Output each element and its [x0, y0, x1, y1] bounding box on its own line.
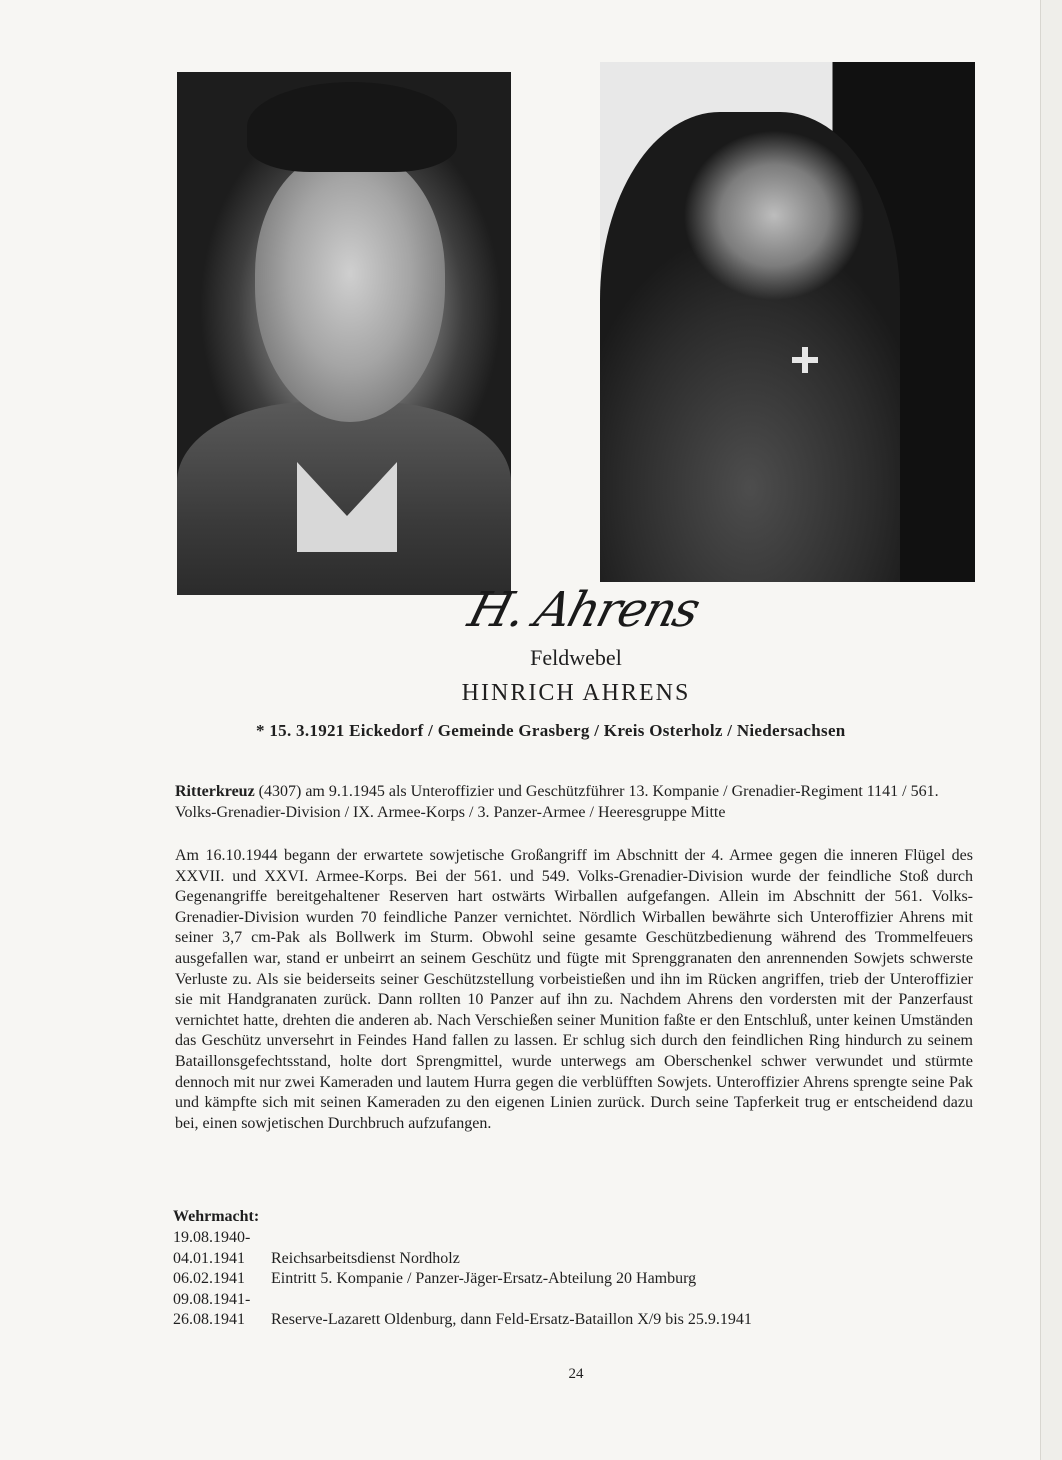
- service-entry: [173, 1269, 752, 1290]
- service-entry: [173, 1228, 752, 1249]
- service-text: Reserve-Lazarett Oldenburg, dann Feld-Ersatz-Bataillon X/9 bis 25.9.1941: [271, 1311, 752, 1329]
- uniform-photo: [600, 62, 975, 582]
- uniform-shape: [177, 402, 511, 595]
- service-entry: [173, 1310, 752, 1331]
- hair-shape: [247, 82, 457, 172]
- award-paragraph: [175, 781, 975, 823]
- service-date: 19.08.1940-: [173, 1229, 251, 1246]
- signature: H. Ahrens: [462, 582, 705, 638]
- service-list: [173, 1228, 752, 1331]
- service-date: 04.01.1941: [173, 1249, 245, 1267]
- award-text: (4307) am 9.1.1945 als Unteroffizier und Geschützführer 13. Kompanie / Grenadier-Regiment 1141 / 561. Volks-Grenadier-Division / IX. Armee-Korps / 3. Panzer-Armee / Heeresgruppe Mitte: [175, 783, 939, 821]
- service-entry: [173, 1249, 752, 1270]
- service-date: 26.08.1941: [173, 1311, 245, 1329]
- service-text: Eintritt 5. Kompanie / Panzer-Jäger-Ersatz-Abteilung 20 Hamburg: [271, 1270, 697, 1288]
- rank: Feldwebel: [530, 645, 622, 670]
- face-shape: [255, 152, 445, 422]
- service-text: Reichsarbeitsdienst Nordholz: [271, 1249, 460, 1267]
- figure-shape: [600, 112, 900, 582]
- knights-cross-icon: [792, 347, 818, 373]
- service-date: 09.08.1941-: [173, 1290, 251, 1308]
- page-edge: [1040, 0, 1062, 1460]
- portrait-photo: [177, 72, 511, 595]
- page-number: 24: [568, 1366, 584, 1382]
- birth-line: * 15. 3.1921 Eickedorf / Gemeinde Grasberg / Kreis Osterholz / Niedersachsen: [256, 721, 846, 740]
- award-label: Ritterkreuz: [175, 783, 255, 800]
- service-entry: [173, 1290, 752, 1311]
- wehrmacht-title: Wehrmacht:: [173, 1208, 260, 1225]
- name-heading: HINRICH AHRENS: [461, 680, 691, 706]
- service-date: 06.02.1941: [173, 1270, 245, 1288]
- story-paragraph: Am 16.10.1944 begann der erwartete sowjetische Großangriff im Abschnitt der 4. Armee gegen die inneren Flügel des XXVII. und XXVI. Armee-Korps. Bei der 561. und 549. Volks-Grenadier-Division wurde der feindliche Stoß durch Gegenangriffe bereitgehaltener Reserven hart ostwärts Wirballen aufgefangen. Allein im Abschnitt der 561. Volks-Grenadier-Division wurden 70 feindliche Panzer vernichtet. Nördlich Wirballen bewährte sich Unteroffizier Ahrens mit seiner 3,7 cm-Pak als Bollwerk im Sturm. Obwohl seine gesamte Geschützbedienung während des Trommelfeuers ausgefallen war, stand er unbeirrt an seinem Geschütz und fügte mit Sprenggranaten den anrennenden Sowjets schwerste Verluste zu. Als sie beiderseits seiner Geschützstellung vorbeistießen und ihn im Rücken angriffen, trieb der Unteroffizier sie mit Handgranaten zurück. Dann rollten 10 Panzer auf ihn zu. Nachdem Ahrens den vordersten mit der Panzerfaust vernichtet hatte, drehten die anderen ab. Nach Verschießen seiner Munition faßte er den Entschluß, unter keinen Umständen das Geschütz unversehrt in Feindes Hand fallen zu lassen. Er schlug sich durch den feindlichen Ring hindurch zu seinem Bataillonsgefechtsstand, holte dort Sprengmittel, wurde unterwegs am Oberschenkel schwer verwundet und stürmte dennoch mit nur zwei Kameraden und lautem Hurra gegen die verblüfften Sowjets. Unteroffizier Ahrens sprengte seine Pak und kämpfte sich mit seinen Kameraden zu den eigenen Linien zurück. Durch seine Tapferkeit trug er entscheidend dazu bei, einen sowjetischen Durchbruch aufzufangen.: [175, 847, 973, 1132]
